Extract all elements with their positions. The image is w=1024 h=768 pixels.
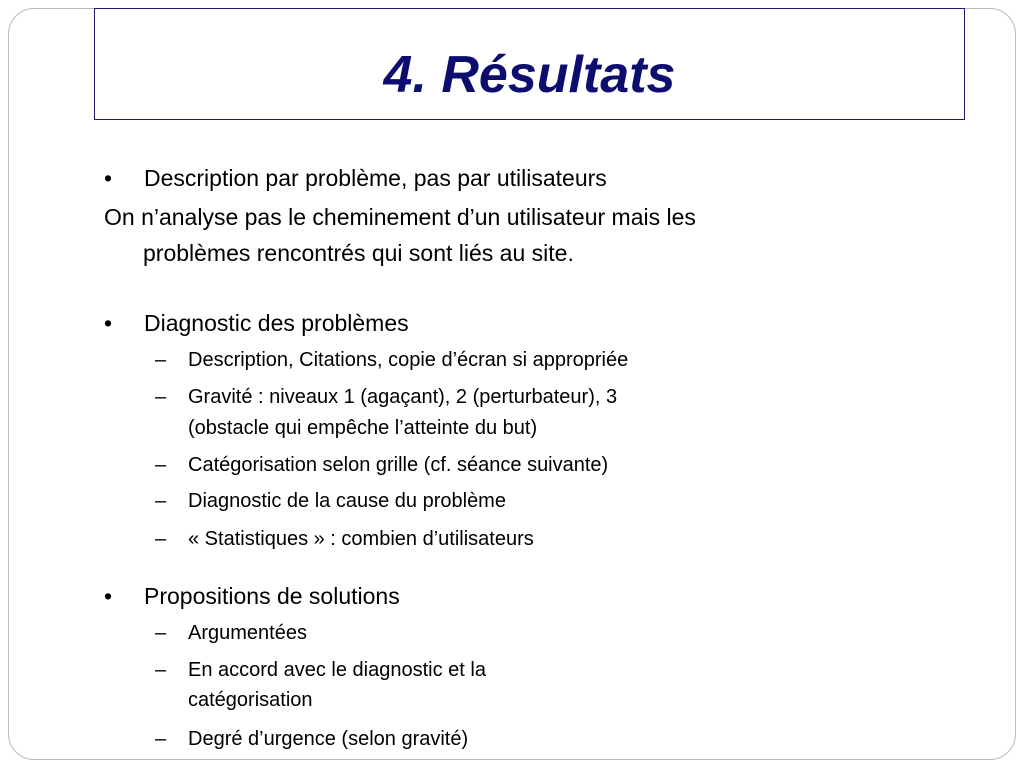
dash-icon: – xyxy=(155,728,167,750)
bullet-text: Diagnostic des problèmes xyxy=(144,310,409,336)
bullet-icon: • xyxy=(104,310,113,336)
sub-item-text: Diagnostic de la cause du problème xyxy=(188,490,506,512)
paragraph-line: On n’analyse pas le cheminement d’un utilisateur mais les xyxy=(104,204,696,230)
sub-item-text: Degré d’urgence (selon gravité) xyxy=(188,728,469,750)
sub-item-text: Catégorisation selon grille (cf. séance suivante) xyxy=(188,454,609,476)
sub-item-text: Gravité : niveaux 1 (agaçant), 2 (perturbateur), 3 xyxy=(188,386,618,408)
sub-item-continuation: catégorisation xyxy=(188,689,313,711)
dash-icon: – xyxy=(155,622,167,644)
sub-item-continuation: (obstacle qui empêche l’atteinte du but) xyxy=(188,417,538,439)
dash-icon: – xyxy=(155,349,167,371)
dash-icon: – xyxy=(155,454,167,476)
sub-item-text: Argumentées xyxy=(188,622,307,644)
dash-icon: – xyxy=(155,659,167,681)
sub-item-text: En accord avec le diagnostic et la xyxy=(188,659,486,681)
bullet-icon: • xyxy=(104,583,113,609)
title-box xyxy=(94,8,965,120)
bullet-icon: • xyxy=(104,165,113,191)
sub-item-text: Description, Citations, copie d’écran si appropriée xyxy=(188,349,629,371)
dash-icon: – xyxy=(155,490,167,512)
bullet-text: Description par problème, pas par utilisateurs xyxy=(144,165,607,191)
paragraph-line: problèmes rencontrés qui sont liés au site. xyxy=(143,240,574,266)
dash-icon: – xyxy=(155,528,167,550)
sub-item-text: « Statistiques » : combien d’utilisateurs xyxy=(188,528,534,550)
bullet-text: Propositions de solutions xyxy=(144,583,400,609)
dash-icon: – xyxy=(155,386,167,408)
slide-title: 4. Résultats xyxy=(383,46,676,104)
